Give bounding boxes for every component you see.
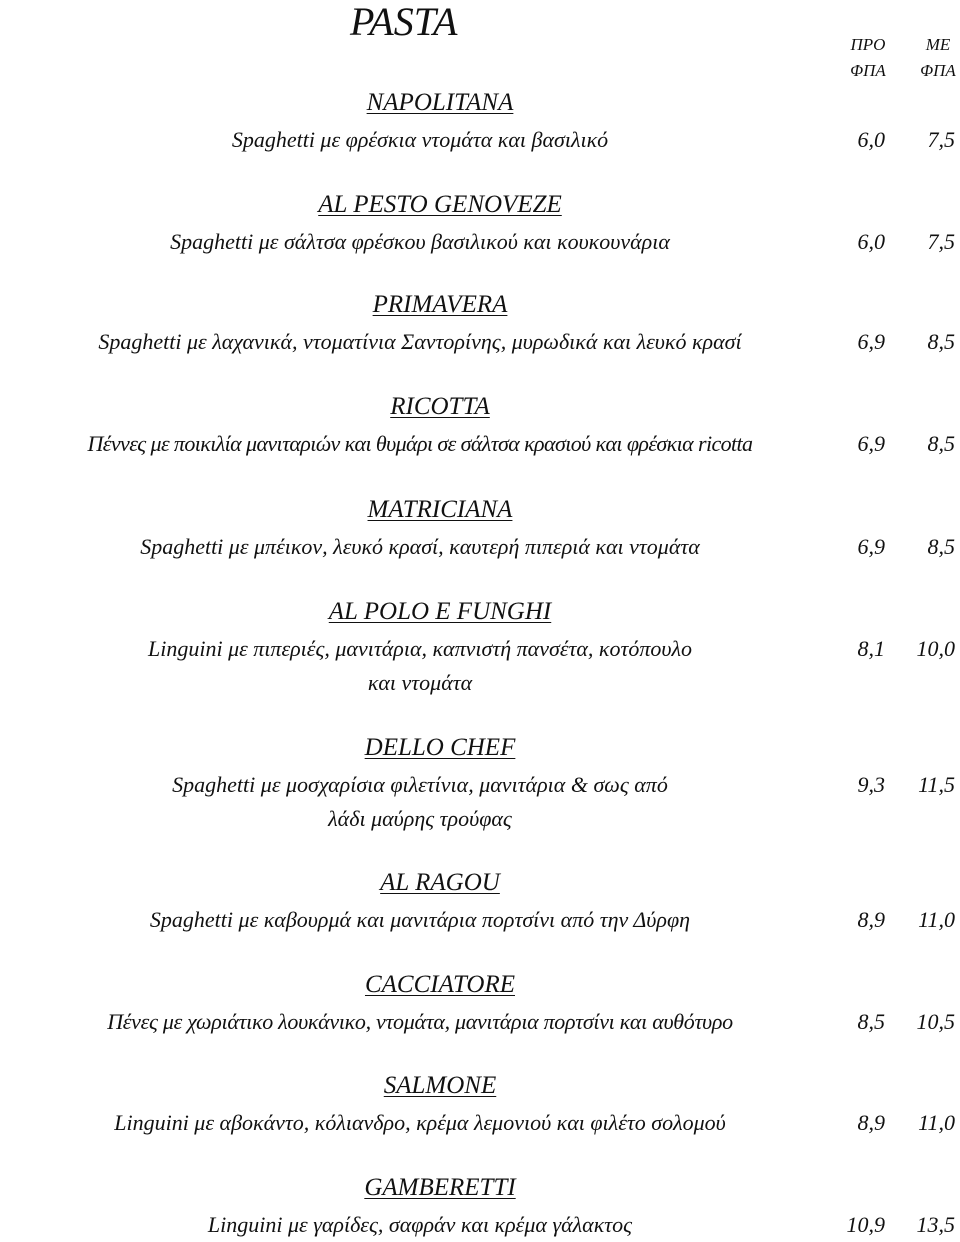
item-name: RICOTTA — [390, 393, 490, 420]
item-price-with-vat: 7,5 — [927, 229, 955, 254]
item-description-line2: και ντομάτα — [367, 670, 473, 695]
item-price-pre-vat: 6,9 — [857, 534, 885, 559]
item-description: Πένες με χωριάτικο λουκάνικο, ντομάτα, μανιτάρια πορτσίνι και αυθότυρο — [107, 1009, 733, 1034]
item-price-pre-vat: 6,9 — [857, 329, 885, 354]
column-header-with-vat-line1: ΜΕ — [925, 35, 951, 54]
page-title: PASTA — [350, 0, 458, 44]
item-description: Spaghetti με καβουρμά και μανιτάρια πορτσίνι από την Δύρφη — [149, 907, 691, 932]
item-price-pre-vat: 9,3 — [857, 772, 885, 797]
item-price-pre-vat: 6,9 — [857, 431, 885, 456]
item-name: SALMONE — [383, 1072, 497, 1099]
item-name: AL RAGOU — [380, 869, 500, 896]
item-price-pre-vat: 6,0 — [857, 229, 885, 254]
item-name: NAPOLITANA — [366, 89, 514, 116]
item-price-with-vat: 13,5 — [916, 1212, 955, 1237]
item-price-pre-vat: 10,9 — [846, 1212, 885, 1237]
column-header-pre-vat-line1: ΠΡΟ — [850, 35, 886, 54]
item-description: Linguini με αβοκάντο, κόλιανδρο, κρέμα λεμονιού και φιλέτο σολομού — [114, 1110, 726, 1135]
item-name: MATRICIANA — [367, 496, 513, 523]
item-description: Spaghetti με λαχανικά, ντοματίνια Σαντορίνης, μυρωδικά και λευκό κρασί — [98, 329, 742, 354]
item-price-pre-vat: 8,9 — [857, 907, 885, 932]
item-price-pre-vat: 6,0 — [857, 127, 885, 152]
item-price-with-vat: 10,5 — [916, 1009, 955, 1034]
item-price-pre-vat: 8,5 — [857, 1009, 885, 1034]
item-description-line2: λάδι μαύρης τρούφας — [328, 806, 512, 831]
item-price-with-vat: 8,5 — [927, 329, 955, 354]
item-name: GAMBERETTI — [364, 1174, 516, 1201]
item-name: AL PESTO GENOVEZE — [318, 191, 562, 218]
column-header-pre-vat-line2: ΦΠΑ — [850, 61, 886, 80]
item-description: Spaghetti με σάλτσα φρέσκου βασιλικού και κουκουνάρια — [170, 229, 670, 254]
column-header-with-vat — [903, 32, 960, 84]
column-header-pre-vat — [833, 32, 903, 84]
item-name: PRIMAVERA — [372, 291, 508, 318]
item-description: Πέννες με ποικιλία μανιταριών και θυμάρι σε σάλτσα κρασιού και φρέσκια ricotta — [87, 431, 753, 456]
item-price-pre-vat: 8,9 — [857, 1110, 885, 1135]
item-price-with-vat: 8,5 — [927, 534, 955, 559]
column-header-with-vat-line2: ΦΠΑ — [920, 61, 956, 80]
item-description: Spaghetti με μπέικον, λευκό κρασί, καυτερή πιπεριά και ντομάτα — [140, 534, 700, 559]
item-price-with-vat: 11,0 — [918, 1110, 955, 1135]
item-name: DELLO CHEF — [364, 734, 516, 761]
item-price-with-vat: 7,5 — [927, 127, 955, 152]
item-name: AL POLO E FUNGHI — [328, 598, 552, 625]
item-description: Spaghetti με φρέσκια ντομάτα και βασιλικό — [231, 127, 609, 152]
item-price-with-vat: 11,0 — [918, 907, 955, 932]
item-description-line1: Spaghetti με μοσχαρίσια φιλετίνια, μανιτάρια & σως από — [172, 772, 668, 797]
item-price-with-vat: 11,5 — [918, 772, 955, 797]
item-price-pre-vat: 8,1 — [857, 636, 885, 661]
item-description: Linguini με γαρίδες, σαφράν και κρέμα γάλακτος — [207, 1212, 633, 1237]
item-name: CACCIATORE — [364, 971, 515, 998]
item-description-line1: Linguini με πιπεριές, μανιτάρια, καπνιστή πανσέτα, κοτόπουλο — [148, 636, 692, 661]
item-price-with-vat: 8,5 — [927, 431, 955, 456]
item-price-with-vat: 10,0 — [916, 636, 955, 661]
